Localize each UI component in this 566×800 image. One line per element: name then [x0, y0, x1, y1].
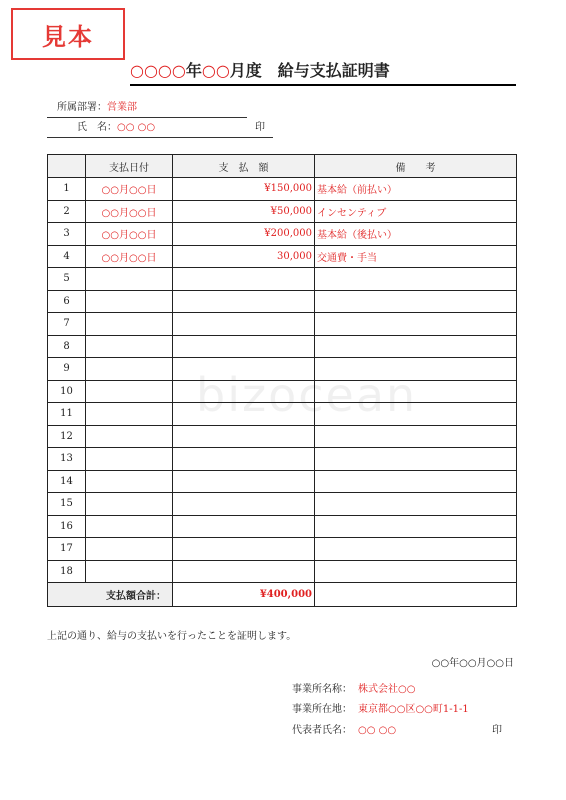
certification-text: 上記の通り、給与の支払いを行ったことを証明します。 — [47, 631, 297, 642]
issue-date[interactable]: ○○年○○月○○日 — [431, 658, 514, 669]
row-date[interactable] — [86, 380, 173, 403]
row-note[interactable] — [315, 313, 517, 336]
office-name-row — [0, 681, 566, 699]
row-amount[interactable] — [173, 448, 315, 471]
row-note[interactable] — [315, 403, 517, 426]
row-number: 13 — [48, 448, 86, 471]
row-amount[interactable] — [173, 470, 315, 493]
row-amount[interactable] — [173, 515, 315, 538]
document-title — [130, 58, 516, 86]
row-number: 16 — [48, 515, 86, 538]
row-amount[interactable] — [173, 335, 315, 358]
table-row — [48, 245, 517, 268]
row-amount[interactable] — [173, 403, 315, 426]
row-note[interactable] — [315, 380, 517, 403]
table-row — [48, 223, 517, 246]
row-note[interactable] — [315, 290, 517, 313]
row-date[interactable] — [86, 313, 173, 336]
row-number: 4 — [48, 245, 86, 268]
row-amount[interactable] — [173, 313, 315, 336]
table-row — [48, 268, 517, 291]
row-date[interactable] — [86, 515, 173, 538]
representative-row — [0, 722, 566, 740]
row-number: 3 — [48, 223, 86, 246]
row-note[interactable]: 基本給（前払い） — [315, 178, 517, 201]
row-amount[interactable] — [173, 425, 315, 448]
row-amount[interactable]: ¥50,000 — [173, 200, 315, 223]
row-note[interactable] — [315, 358, 517, 381]
table-row — [48, 290, 517, 313]
row-note[interactable] — [315, 425, 517, 448]
title-rest: 月度 給与支払証明書 — [229, 61, 390, 80]
row-date[interactable] — [86, 560, 173, 583]
name-row — [47, 118, 273, 138]
table-row — [48, 448, 517, 471]
row-number: 7 — [48, 313, 86, 336]
row-date[interactable] — [86, 493, 173, 516]
row-amount[interactable] — [173, 268, 315, 291]
row-number: 15 — [48, 493, 86, 516]
header-no — [48, 155, 86, 178]
watermark: bizocean — [196, 368, 418, 422]
row-amount[interactable] — [173, 493, 315, 516]
title-month-placeholder: ○○ — [201, 61, 230, 80]
office-address-label: 事業所在地： — [292, 704, 352, 715]
title-year-placeholder: ○○○○ — [130, 61, 186, 80]
total-row — [48, 583, 517, 607]
row-number: 17 — [48, 538, 86, 561]
row-date[interactable] — [86, 335, 173, 358]
row-note[interactable] — [315, 470, 517, 493]
total-value[interactable]: ¥400,000 — [173, 583, 315, 607]
row-amount[interactable]: ¥150,000 — [173, 178, 315, 201]
department-row — [47, 98, 247, 118]
row-amount[interactable] — [173, 380, 315, 403]
row-number: 18 — [48, 560, 86, 583]
row-date[interactable] — [86, 403, 173, 426]
office-address-row — [0, 701, 566, 719]
name-seal: 印 — [255, 122, 265, 133]
row-date[interactable] — [86, 290, 173, 313]
table-row — [48, 335, 517, 358]
row-amount[interactable]: 30,000 — [173, 245, 315, 268]
row-number: 1 — [48, 178, 86, 201]
row-number: 6 — [48, 290, 86, 313]
row-note[interactable] — [315, 268, 517, 291]
table-row — [48, 313, 517, 336]
table-row — [48, 425, 517, 448]
row-note[interactable] — [315, 560, 517, 583]
row-note[interactable]: 交通費・手当 — [315, 245, 517, 268]
sample-stamp: 見本 — [11, 8, 125, 60]
representative-label: 代表者氏名： — [292, 725, 352, 736]
table-row — [48, 403, 517, 426]
row-number: 11 — [48, 403, 86, 426]
table-row — [48, 560, 517, 583]
row-date[interactable] — [86, 448, 173, 471]
table-row — [48, 380, 517, 403]
row-number: 8 — [48, 335, 86, 358]
table-header-row — [48, 155, 517, 178]
row-date[interactable]: ○○月○○日 — [86, 245, 173, 268]
row-date[interactable] — [86, 358, 173, 381]
department-label: 所属部署： — [57, 102, 107, 113]
row-date[interactable]: ○○月○○日 — [86, 223, 173, 246]
row-number: 12 — [48, 425, 86, 448]
table-row — [48, 358, 517, 381]
header-amount: 支 払 額 — [173, 155, 315, 178]
table-row — [48, 470, 517, 493]
row-note[interactable] — [315, 538, 517, 561]
row-amount[interactable] — [173, 290, 315, 313]
name-label: 氏 名： — [77, 122, 117, 133]
row-note[interactable] — [315, 493, 517, 516]
row-date[interactable] — [86, 268, 173, 291]
row-number: 14 — [48, 470, 86, 493]
row-number: 10 — [48, 380, 86, 403]
row-note[interactable] — [315, 515, 517, 538]
table-row — [48, 538, 517, 561]
representative-value[interactable]: ○○ ○○ — [358, 725, 397, 736]
row-number: 9 — [48, 358, 86, 381]
row-note[interactable]: インセンティブ — [315, 200, 517, 223]
row-date[interactable] — [86, 425, 173, 448]
row-date[interactable]: ○○月○○日 — [86, 178, 173, 201]
table-row — [48, 515, 517, 538]
total-note[interactable] — [315, 583, 517, 607]
office-name-value[interactable]: 株式会社○○ — [358, 684, 416, 695]
row-number: 5 — [48, 268, 86, 291]
row-amount[interactable] — [173, 560, 315, 583]
table-row — [48, 178, 517, 201]
header-note: 備 考 — [315, 155, 517, 178]
title-year-suffix: 年 — [185, 61, 202, 80]
row-note[interactable] — [315, 335, 517, 358]
row-date[interactable]: ○○月○○日 — [86, 200, 173, 223]
row-note[interactable]: 基本給（後払い） — [315, 223, 517, 246]
row-amount[interactable]: ¥200,000 — [173, 223, 315, 246]
office-address-value[interactable]: 東京都○○区○○町1-1-1 — [358, 704, 469, 715]
row-date[interactable] — [86, 538, 173, 561]
row-amount[interactable] — [173, 538, 315, 561]
row-number: 2 — [48, 200, 86, 223]
header-date: 支払日付 — [86, 155, 173, 178]
representative-seal: 印 — [492, 725, 502, 736]
row-amount[interactable] — [173, 358, 315, 381]
row-date[interactable] — [86, 470, 173, 493]
name-value[interactable]: ○○ ○○ — [117, 122, 156, 133]
department-value[interactable]: 営業部 — [107, 102, 137, 113]
total-label: 支払額合計： — [48, 583, 173, 607]
payment-table — [47, 154, 517, 607]
row-note[interactable] — [315, 448, 517, 471]
table-row — [48, 493, 517, 516]
table-row — [48, 200, 517, 223]
office-name-label: 事業所名称： — [292, 684, 352, 695]
